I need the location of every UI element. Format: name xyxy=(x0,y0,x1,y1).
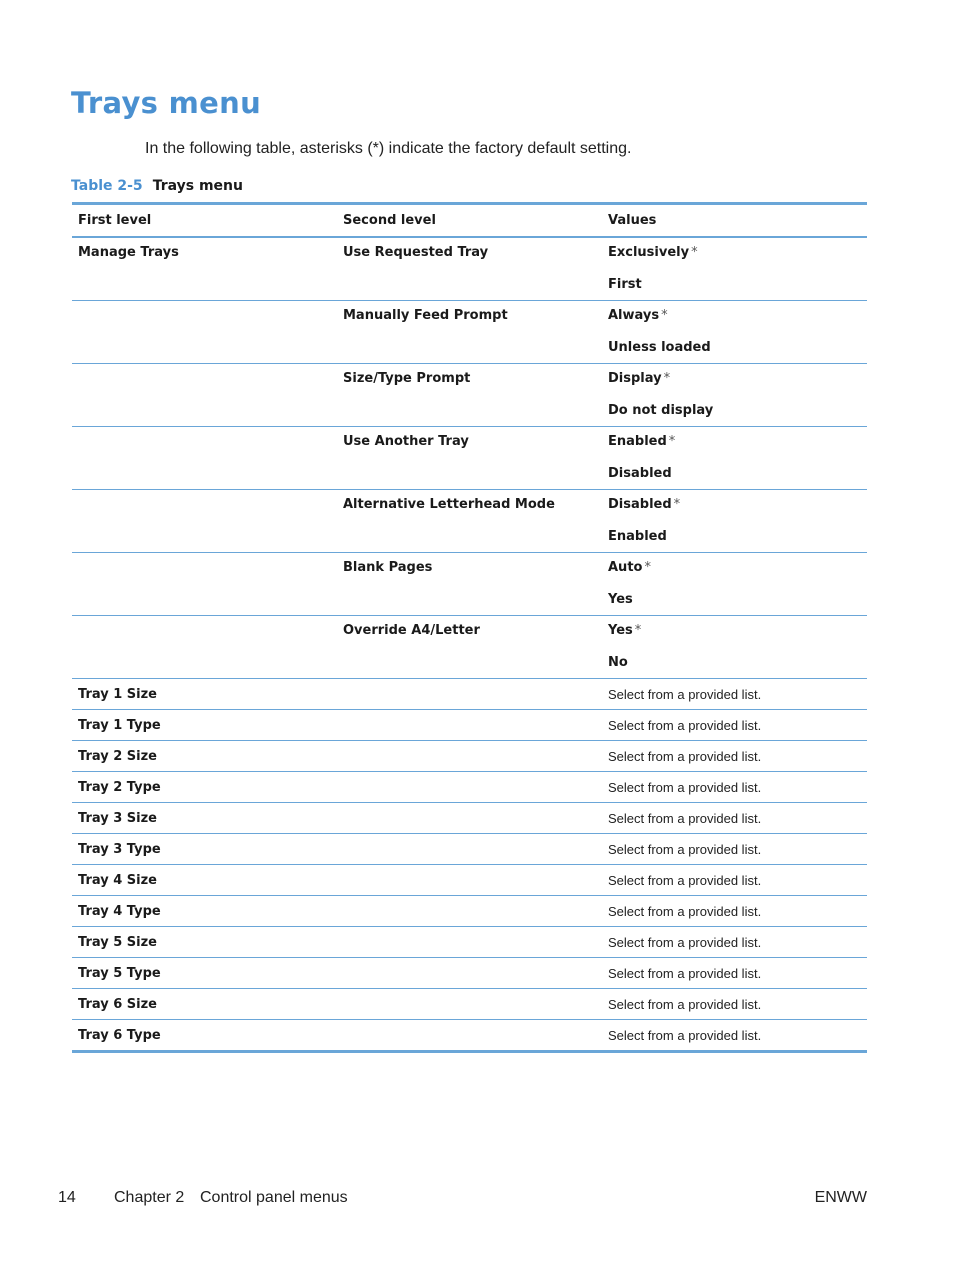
intro-text: In the following table, asterisks (*) indicate the factory default setting. xyxy=(145,140,632,157)
cell-first-level: Tray 4 Type xyxy=(72,896,337,927)
table-row xyxy=(72,803,867,834)
cell-first-level: Tray 1 Size xyxy=(72,679,337,710)
cell-first-level: Tray 6 Size xyxy=(72,989,337,1020)
header-first-level: First level xyxy=(72,204,337,238)
default-asterisk: * xyxy=(644,560,651,575)
second-level-label: Use Requested Tray xyxy=(343,245,489,260)
cell-first-level: Tray 3 Type xyxy=(72,834,337,865)
second-level-label: Manually Feed Prompt xyxy=(343,308,508,323)
table-row xyxy=(72,1020,867,1052)
cell-second-level xyxy=(337,364,602,427)
cell-values: Select from a provided list. xyxy=(602,865,867,896)
cell-values xyxy=(602,237,867,301)
value-default-label: Always xyxy=(608,308,660,323)
cell-values: Select from a provided list. xyxy=(602,896,867,927)
footer-section: Control panel menus xyxy=(200,1189,348,1206)
cell-values xyxy=(602,364,867,427)
cell-first-level: Tray 2 Type xyxy=(72,772,337,803)
cell-second-level xyxy=(337,1020,602,1052)
table-body xyxy=(72,237,867,1052)
table-row xyxy=(72,364,867,427)
cell-values: Select from a provided list. xyxy=(602,710,867,741)
value-default-label: Enabled xyxy=(608,434,667,449)
header-values: Values xyxy=(602,204,867,238)
value-alternate: First xyxy=(608,277,642,292)
page-title: Trays menu xyxy=(71,86,262,120)
cell-first-level: Tray 4 Size xyxy=(72,865,337,896)
table-row xyxy=(72,427,867,490)
second-level-label: Size/Type Prompt xyxy=(343,371,471,386)
table-row xyxy=(72,553,867,616)
table-row xyxy=(72,741,867,772)
cell-second-level xyxy=(337,301,602,364)
table-row xyxy=(72,710,867,741)
footer-doc-code: ENWW xyxy=(814,1189,867,1206)
value-alternate: Do not display xyxy=(608,403,714,418)
value-default xyxy=(608,434,861,450)
cell-values xyxy=(602,490,867,553)
cell-second-level xyxy=(337,741,602,772)
table-row xyxy=(72,927,867,958)
cell-values: Select from a provided list. xyxy=(602,927,867,958)
table-row xyxy=(72,865,867,896)
default-asterisk: * xyxy=(634,623,642,638)
cell-values: Select from a provided list. xyxy=(602,958,867,989)
cell-second-level xyxy=(337,616,602,679)
value-default xyxy=(608,371,861,387)
cell-second-level xyxy=(337,553,602,616)
cell-second-level xyxy=(337,772,602,803)
cell-second-level xyxy=(337,803,602,834)
footer-page-number: 14 xyxy=(58,1189,76,1206)
table-header-row xyxy=(72,204,867,238)
table-row xyxy=(72,301,867,364)
cell-first-level xyxy=(72,553,337,616)
value-default xyxy=(608,308,861,324)
second-level-label: Alternative Letterhead Mode xyxy=(343,497,555,512)
table-caption-number: Table 2-5 xyxy=(71,178,143,194)
cell-second-level xyxy=(337,237,602,301)
value-alternate: Unless loaded xyxy=(608,340,711,355)
table-row xyxy=(72,616,867,679)
cell-first-level xyxy=(72,490,337,553)
cell-first-level xyxy=(72,237,337,301)
cell-values xyxy=(602,616,867,679)
value-default-label: Exclusively xyxy=(608,245,690,260)
cell-first-level: Tray 2 Size xyxy=(72,741,337,772)
table-caption-title: Trays menu xyxy=(152,178,243,194)
trays-menu-table xyxy=(72,202,867,1053)
value-default-label: Yes xyxy=(608,623,633,638)
cell-second-level xyxy=(337,834,602,865)
cell-first-level: Tray 5 Size xyxy=(72,927,337,958)
cell-second-level xyxy=(337,896,602,927)
cell-first-level xyxy=(72,427,337,490)
second-level-label: Override A4/Letter xyxy=(343,623,480,638)
cell-second-level xyxy=(337,958,602,989)
cell-values: Select from a provided list. xyxy=(602,834,867,865)
cell-values: Select from a provided list. xyxy=(608,1027,762,1043)
cell-second-level xyxy=(337,927,602,958)
cell-values: Select from a provided list. xyxy=(602,772,867,803)
cell-second-level xyxy=(337,989,602,1020)
cell-values xyxy=(602,553,867,616)
value-default xyxy=(608,560,861,576)
cell-first-level xyxy=(72,616,337,679)
table-row xyxy=(72,772,867,803)
value-default-label: Display xyxy=(608,371,662,386)
table-row xyxy=(72,679,867,710)
cell-values: Select from a provided list. xyxy=(602,741,867,772)
table-row xyxy=(72,490,867,553)
table-row xyxy=(72,958,867,989)
value-alternate: Disabled xyxy=(608,466,672,481)
cell-second-level xyxy=(337,490,602,553)
cell-first-level: Tray 3 Size xyxy=(72,803,337,834)
value-default xyxy=(608,245,861,261)
table-caption xyxy=(71,178,243,194)
header-second-level: Second level xyxy=(337,204,602,238)
first-level-label: Manage Trays xyxy=(78,245,179,260)
footer-chapter: Chapter 2 xyxy=(114,1189,185,1206)
default-asterisk: * xyxy=(661,308,668,323)
value-default-label: Disabled xyxy=(608,497,672,512)
cell-second-level xyxy=(337,679,602,710)
default-asterisk: * xyxy=(691,245,698,260)
cell-first-level: Tray 6 Type xyxy=(78,1027,161,1043)
value-alternate: Enabled xyxy=(608,529,667,544)
default-asterisk: * xyxy=(663,371,671,386)
table-row xyxy=(72,989,867,1020)
cell-second-level xyxy=(337,427,602,490)
cell-values xyxy=(602,427,867,490)
second-level-label: Blank Pages xyxy=(343,560,433,575)
cell-values: Select from a provided list. xyxy=(602,679,867,710)
cell-second-level xyxy=(337,865,602,896)
value-default xyxy=(608,623,861,639)
table-row xyxy=(72,237,867,301)
table-row xyxy=(72,896,867,927)
default-asterisk: * xyxy=(668,434,676,449)
second-level-label: Use Another Tray xyxy=(343,434,469,449)
cell-second-level xyxy=(337,710,602,741)
value-default-label: Auto xyxy=(608,560,643,575)
cell-values: Select from a provided list. xyxy=(602,989,867,1020)
cell-first-level: Tray 1 Type xyxy=(72,710,337,741)
cell-first-level: Tray 5 Type xyxy=(72,958,337,989)
value-default xyxy=(608,497,861,513)
cell-values: Select from a provided list. xyxy=(602,803,867,834)
default-asterisk: * xyxy=(673,497,681,512)
value-alternate: No xyxy=(608,655,628,670)
cell-first-level xyxy=(72,301,337,364)
cell-first-level xyxy=(72,364,337,427)
cell-values xyxy=(602,301,867,364)
table-row xyxy=(72,834,867,865)
value-alternate: Yes xyxy=(608,592,633,607)
